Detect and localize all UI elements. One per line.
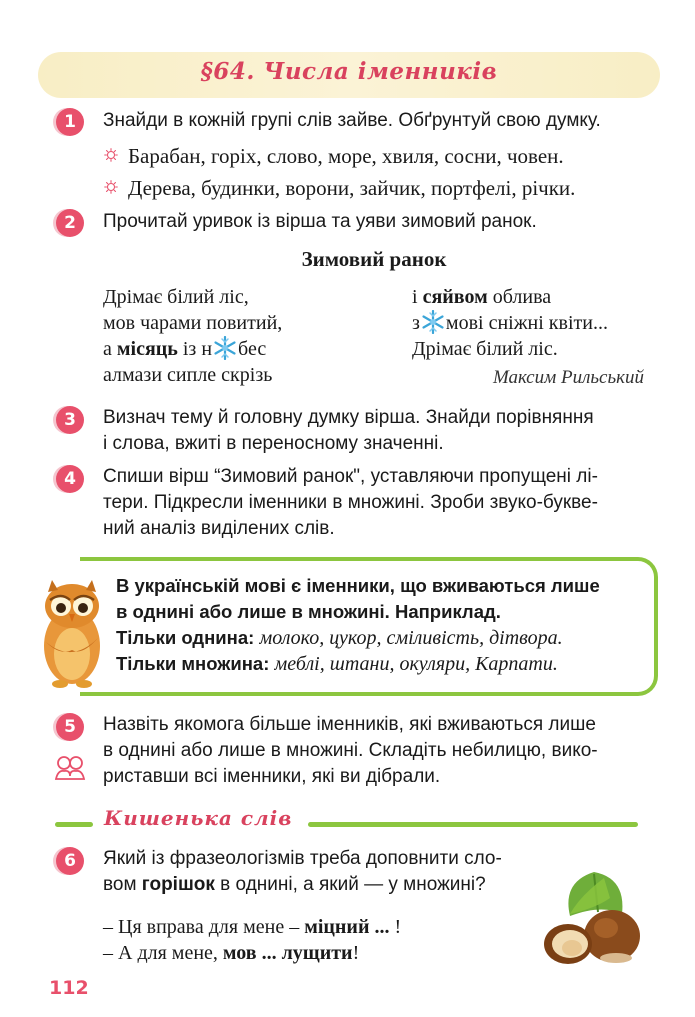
task-number-6: 6 xyxy=(56,847,84,875)
task-number-1: 1 xyxy=(56,108,84,136)
poem-line: Дрімає білий ліс. xyxy=(412,338,558,360)
task-number-5: 5 xyxy=(56,713,84,741)
rule-box-top-stub xyxy=(80,557,110,561)
task-5-text: Назвіть якомога більше іменників, які вживаються лише в однині або лише в множині. Складіть небилицю, вико- риставши всі іменники, які ви дібрали. xyxy=(103,714,598,787)
star-bullet-icon xyxy=(104,148,118,162)
word-group-1: Барабан, горіх, слово, море, хвиля, сосни, човен. xyxy=(128,144,564,168)
poem-line: з мові сніжні квіти... xyxy=(412,312,608,334)
poem-left-column xyxy=(103,284,282,388)
poem-line: і сяйвом облива xyxy=(412,286,552,308)
snowflake-icon xyxy=(212,336,238,360)
task-2-text: Прочитай уривок із вірша та уяви зимовий ранок. xyxy=(103,211,537,232)
poem-line: алмази сипле скрізь xyxy=(103,364,273,386)
section-line-left xyxy=(55,822,93,827)
page-number: 112 xyxy=(49,977,89,999)
page-title: §64. Числа іменників xyxy=(200,58,498,85)
task-number-3: 3 xyxy=(56,406,84,434)
task-1-text: Знайди в кожній групі слів зайве. Обґрунтуй свою думку. xyxy=(103,110,601,131)
section-title: Кишенька слів xyxy=(104,806,293,830)
poem-line: а місяць із н бес xyxy=(103,338,267,360)
poem-right-column xyxy=(412,284,608,362)
rule-text: В українській мові є іменники, що вживаються лише в однині або лише в множині. Наприклад. Тільки однина: молоко, цукор, сміливість, дітвора. Тільки множина: меблі, штани, окуляри, Карпати. xyxy=(116,575,600,675)
pair-work-icon xyxy=(54,754,86,782)
section-line-right xyxy=(308,822,638,827)
snowflake-icon xyxy=(420,310,446,334)
phraseologisms xyxy=(103,914,401,966)
poem-line: мов чарами повитий, xyxy=(103,312,283,334)
word-group-2: Дерева, будинки, ворони, зайчик, портфелі, річки. xyxy=(128,176,576,200)
hazelnut-illustration xyxy=(540,868,650,968)
star-bullet-icon xyxy=(104,180,118,194)
poem-title: Зимовий ранок xyxy=(301,247,447,271)
task-6-text: Який із фразеологізмів треба доповнити сло- вом горішок в однині, а який — у множині? xyxy=(103,848,502,895)
phrase-line-2: – А для мене, мов ... лущити! xyxy=(103,942,360,964)
phrase-line-1: – Ця вправа для мене – міцний ... ! xyxy=(103,916,402,938)
poem-author: Максим Рильський xyxy=(492,367,644,388)
poem-line: Дрімає білий ліс, xyxy=(103,286,249,308)
task-number-4: 4 xyxy=(56,465,84,493)
task-4-text: Спиши вірш “Зимовий ранок", уставляючи пропущені лі- тери. Підкресли іменники в множині. Зроби звуко-букве- ний аналіз виділених слів. xyxy=(103,466,598,539)
owl-illustration xyxy=(36,578,106,690)
task-3-text: Визнач тему й головну думку вірша. Знайди порівняння і слова, вжиті в переносному значенні. xyxy=(103,407,594,454)
task-number-2: 2 xyxy=(56,209,84,237)
